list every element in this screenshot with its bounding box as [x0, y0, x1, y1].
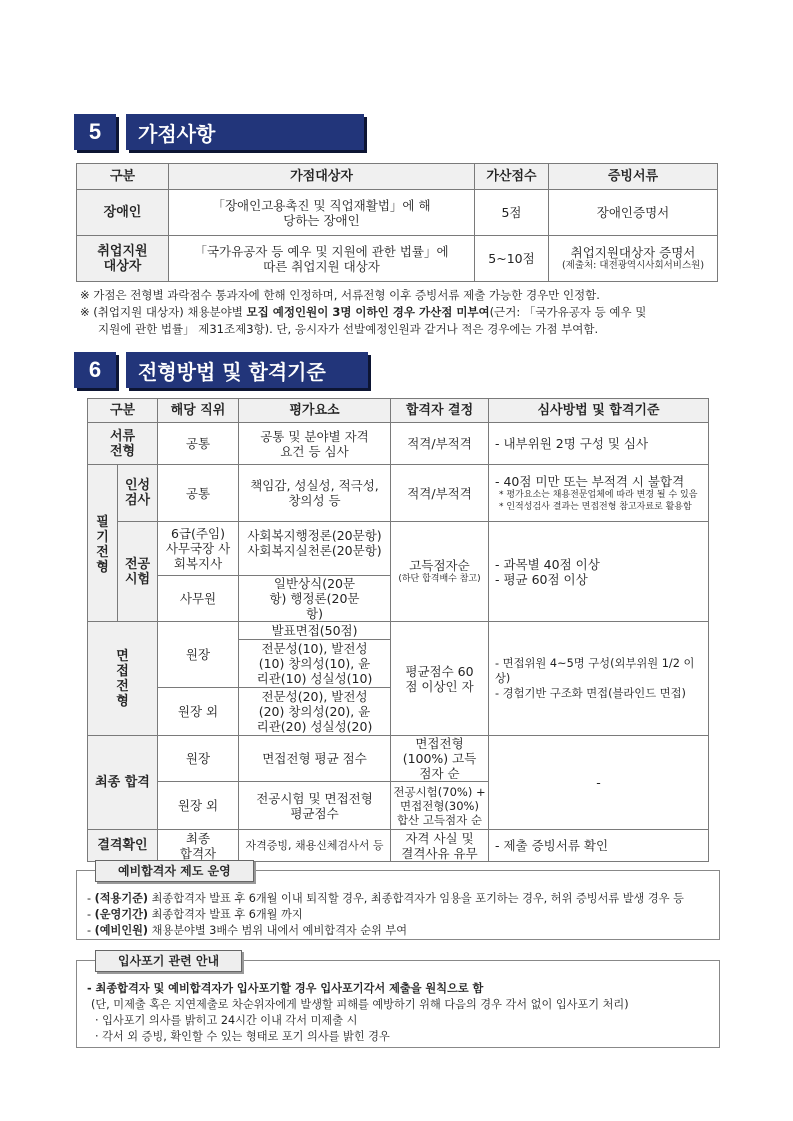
personality-criteria: - 40점 미만 또는 부적격 시 불합격 — [495, 473, 685, 489]
personality-decision: 적격/부적격 — [391, 465, 489, 522]
table-row — [88, 522, 709, 576]
document-screening-label: 서류 전형 — [88, 423, 158, 465]
row-points: 5점 — [475, 190, 549, 236]
header-category: 구분 — [77, 164, 169, 190]
withdraw-sub: (단, 미제출 혹은 지연제출로 차순위자에게 발생할 피해를 예방하기 위해 다음의 경우 각서 없이 입사포기 처리) — [91, 998, 629, 1011]
table-row — [88, 622, 709, 640]
row-document: 장애인증명서 — [549, 190, 718, 236]
row-target: 「장애인고용촉진 및 직업재활법」에 해당하는 장애인 — [169, 190, 475, 236]
document-screening-position: 공통 — [158, 423, 239, 465]
final-elements: 면접전형 평균 점수 — [239, 736, 391, 782]
row-target: 「국가유공자 등 예우 및 지원에 관한 법률」에 따른 취업지원 대상자 — [169, 236, 475, 282]
reserve-item: - (적용기준) 최종합격자 발표 후 6개월 이내 퇴직할 경우, 최종합격자가 임용을 포기하는 경우, 허위 증빙서류 발생 경우 등 — [87, 892, 684, 905]
interview-criteria-cell — [489, 622, 709, 736]
major-decision: 고득점자순 — [409, 558, 470, 573]
selection-method-table — [87, 398, 709, 862]
section-number: 5 — [74, 114, 116, 150]
interview-position: 원장 외 — [158, 688, 239, 736]
section-number: 6 — [74, 352, 116, 388]
row-points: 5~10점 — [475, 236, 549, 282]
reserve-candidate-box — [76, 864, 720, 940]
interview-elements-top: 발표면접(50점) — [239, 622, 391, 640]
header-points: 가산점수 — [475, 164, 549, 190]
major-elements: 일반상식(20문항) 행정론(20문항) — [239, 576, 391, 622]
major-decision-note: (하단 합격배수 참고) — [398, 574, 481, 584]
section-5-notes — [80, 287, 720, 338]
major-position: 6급(주임) 사무국장 사회복지사 — [158, 522, 239, 576]
document-screening-elements: 공통 및 분야별 자격요건 등 심사 — [239, 423, 391, 465]
section-title: 전형방법 및 합격기준 — [126, 352, 368, 388]
disqualification-label: 결격확인 — [88, 830, 158, 862]
major-position: 사무원 — [158, 576, 239, 622]
withdraw-bullet: · 입사포기 의사를 밝히고 24시간 이내 각서 미제출 시 — [95, 1014, 358, 1027]
section-title: 가점사항 — [126, 114, 364, 150]
row-document-cell — [549, 236, 718, 282]
disqualification-position: 최종 합격자 — [158, 830, 239, 862]
header-category: 구분 — [88, 399, 158, 423]
header-decision: 합격자 결정 — [391, 399, 489, 423]
personality-note-2: * 인적성검사 결과는 면접전형 참고자료로 활용함 — [499, 501, 692, 512]
personality-criteria-cell — [489, 465, 709, 522]
header-target: 가점대상자 — [169, 164, 475, 190]
header-position: 해당 직위 — [158, 399, 239, 423]
major-elements: 사회복지행정론(20문항) 사회복지실천론(20문항) — [239, 522, 391, 576]
row-category: 장애인 — [77, 190, 169, 236]
table-row — [88, 465, 709, 522]
document-screening-decision: 적격/부적격 — [391, 423, 489, 465]
section-6-heading — [74, 352, 368, 392]
major-criteria-1: - 과목별 40점 이상 — [495, 556, 600, 572]
header-document: 증빙서류 — [549, 164, 718, 190]
note-2: ※ (취업지원 대상자) 채용분야별 모집 예정인원이 3명 이하인 경우 가산점 미부여(근거: 「국가유공자 등 예우 및 — [80, 305, 647, 319]
final-criteria: - — [489, 736, 709, 830]
interview-criteria-2: - 경험기반 구조화 면접(블라인드 면접) — [495, 687, 686, 700]
disqualification-decision: 자격 사실 및 결격사유 유무 — [391, 830, 489, 862]
table-row — [77, 190, 718, 236]
withdraw-box-title: 입사포기 관련 안내 — [95, 950, 242, 972]
major-decision-cell — [391, 522, 489, 622]
final-position: 원장 — [158, 736, 239, 782]
reserve-item: - (예비인원) 채용분야별 3배수 범위 내에서 예비합격자 순위 부여 — [87, 924, 408, 937]
major-criteria-cell — [489, 522, 709, 622]
table-row — [88, 423, 709, 465]
disqualification-criteria: - 제출 증빙서류 확인 — [489, 830, 709, 862]
withdraw-info-box — [76, 954, 720, 1048]
interview-position: 원장 — [158, 622, 239, 688]
final-elements: 전공시험 및 면접전형 평균점수 — [239, 782, 391, 830]
table-row — [88, 736, 709, 782]
final-decision: 전공시험(70%) + 면접전형(30%) 합산 고득점자 순 — [391, 782, 489, 830]
row-category: 취업지원 대상자 — [77, 236, 169, 282]
personality-note-1: * 평가요소는 채용전문업체에 따라 변경 될 수 있음 — [499, 489, 698, 500]
written-label: 필기 전형 — [88, 465, 118, 622]
interview-label: 면접 전형 — [88, 622, 158, 736]
section-5-heading — [74, 114, 364, 154]
major-label: 전공 시험 — [118, 522, 158, 622]
withdraw-main: - 최종합격자 및 예비합격자가 입사포기할 경우 입사포기각서 제출을 원칙으로 함 — [87, 982, 484, 995]
row-document-note: (제출처: 대전광역시사회서비스원) — [561, 260, 705, 271]
bonus-points-table — [76, 163, 718, 282]
personality-elements: 책임감, 성실성, 적극성, 창의성 등 — [239, 465, 391, 522]
interview-elements: 전문성(10), 발전성(10) 창의성(10), 윤리관(10) 성실성(10) — [239, 640, 391, 688]
table-row — [77, 236, 718, 282]
personality-position: 공통 — [158, 465, 239, 522]
interview-decision: 평균점수 60점 이상인 자 — [391, 622, 489, 736]
row-document: 취업지원대상자 증명서 — [570, 245, 696, 260]
final-position: 원장 외 — [158, 782, 239, 830]
note-2-continued: 지원에 관한 법률」 제31조제3항). 단, 응시자가 선발예정인원과 같거나 적은 경우에는 가점 부여함. — [98, 322, 599, 336]
interview-elements: 전문성(20), 발전성(20) 창의성(20), 윤리관(20) 성실성(20) — [239, 688, 391, 736]
table-row — [88, 830, 709, 862]
document-screening-criteria: - 내부위원 2명 구성 및 심사 — [489, 423, 709, 465]
header-elements: 평가요소 — [239, 399, 391, 423]
withdraw-bullet: · 각서 외 증빙, 확인할 수 있는 형태로 포기 의사를 밝힌 경우 — [95, 1030, 390, 1043]
note-1: ※ 가점은 전형별 과락점수 통과자에 한해 인정하며, 서류전형 이후 증빙서류 제출 가능한 경우만 인정함. — [80, 288, 600, 302]
disqualification-elements: 자격증빙, 채용신체검사서 등 — [239, 830, 391, 862]
reserve-box-title: 예비합격자 제도 운영 — [95, 860, 254, 882]
final-decision: 면접전형(100%) 고득점자 순 — [391, 736, 489, 782]
personality-label: 인성 검사 — [118, 465, 158, 522]
final-label: 최종 합격 — [88, 736, 158, 830]
major-criteria-2: - 평균 60점 이상 — [495, 571, 588, 587]
reserve-item: - (운영기간) 최종합격자 발표 후 6개월 까지 — [87, 908, 303, 921]
header-criteria: 심사방법 및 합격기준 — [489, 399, 709, 423]
interview-criteria-1: - 면접위원 4~5명 구성(외부위원 1/2 이상) — [495, 657, 695, 685]
